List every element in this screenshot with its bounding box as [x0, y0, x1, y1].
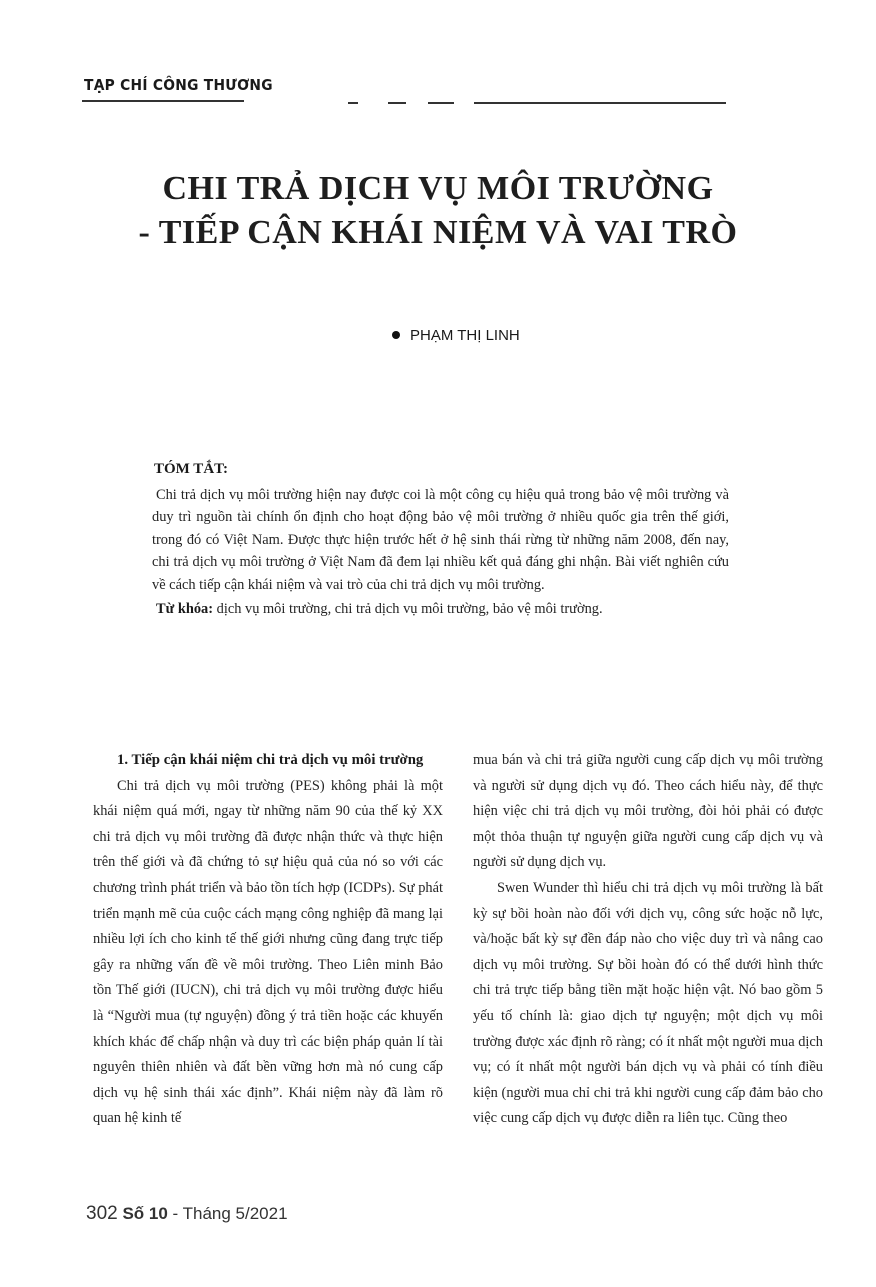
keywords-label: Từ khóa:	[156, 601, 214, 617]
footer-separator: -	[167, 1204, 183, 1223]
author-line	[392, 327, 520, 344]
header-rule-1	[82, 100, 244, 102]
right-column	[473, 748, 823, 1132]
keywords-text: dịch vụ môi trường, chi trả dịch vụ môi trường, bảo vệ môi trường.	[213, 601, 603, 617]
header-rule-2	[348, 102, 358, 104]
right-paragraph-2: Swen Wunder thì hiểu chi trả dịch vụ môi trường là bất kỳ sự bồi hoàn nào đối với dịch vụ, công sức hoặc nỗ lực, và/hoặc bất kỳ sự đền đáp nào cho việc duy trì và nâng cao dịch vụ môi trường. Sự bồi hoàn đó có thể dưới hình thức chi trả trực tiếp bằng tiền mặt hoặc hiện vật. Nó bao gồm 5 yếu tố chính là: giao dịch tự nguyện; một dịch vụ môi trường được xác định rõ ràng; có ít nhất một người mua dịch vụ; có ít nhất một người bán dịch vụ và phải có tính điều kiện (người mua chỉ chi trả khi người cung cấp đảm bảo cho việc cung cấp dịch vụ được diễn ra liên tục. Cũng theo	[473, 879, 823, 1127]
abstract-text: Chi trả dịch vụ môi trường hiện nay được coi là một công cụ hiệu quả trong bảo vệ môi trường và duy trì nguồn tài chính ổn định cho hoạt động bảo vệ môi trường ở nhiều quốc gia trên thế giới, trong đó có Việt Nam. Được thực hiện trước hết ở hệ sinh thái rừng từ những năm 2008, đến nay, chi trả dịch vụ môi trường ở Việt Nam đã đem lại nhiều kết quả đáng ghi nhận. Bài viết nghiên cứu về cách tiếp cận khái niệm và vai trò của chi trả dịch vụ môi trường.	[152, 487, 729, 593]
article-title-line-2: - TIẾP CẬN KHÁI NIỆM VÀ VAI TRÒ	[138, 214, 738, 251]
article-title-line-1: CHI TRẢ DỊCH VỤ MÔI TRƯỜNG	[162, 170, 714, 207]
keywords	[156, 598, 729, 620]
left-column	[93, 748, 443, 1132]
page-number: 302	[86, 1203, 118, 1224]
header-rule-5	[474, 102, 726, 104]
abstract-heading: TÓM TẮT:	[154, 461, 229, 477]
issue-month: Tháng 5/2021	[182, 1204, 288, 1223]
left-paragraph: Chi trả dịch vụ môi trường (PES) không phải là một khái niệm quá mới, ngay từ những năm 90 của thế kỷ XX chi trả dịch vụ môi trường đã được nhận thức và thực hiện trên thế giới và đã chứng tỏ sự hiệu quả của nó so với các chương trình phát triển và bảo tồn tích hợp (ICDPs). Sự phát triển mạnh mẽ của cuộc cách mạng công nghiệp đã mang lại nhiều lợi ích cho kinh tế thế giới nhưng cũng đang trực tiếp gây ra những vấn đề về môi trường. Theo Liên minh Bảo tồn Thế giới (IUCN), chi trả dịch vụ môi trường được hiểu là “Người mua (tự nguyện) đồng ý trả tiền hoặc các khuyến khích khác để chấp nhận và duy trì các biện pháp quản lí tài nguyên thiên nhiên và đất bền vững hơn mà nó cung cấp dịch vụ hệ sinh thái xác định”. Khái niệm này đã làm rõ quan hệ kinh tế	[93, 777, 443, 1127]
section-heading: 1. Tiếp cận khái niệm chi trả dịch vụ môi trường	[117, 752, 424, 768]
issue-number: Số 10	[122, 1204, 168, 1223]
bullet-icon	[392, 331, 400, 339]
header-rule-3	[388, 102, 406, 104]
author-name: PHẠM THỊ LINH	[410, 327, 520, 344]
right-paragraph-1: mua bán và chi trả giữa người cung cấp dịch vụ môi trường và người sử dụng dịch vụ đó. Theo cách hiểu này, để thực hiện việc chi trả dịch vụ môi trường, đòi hỏi phải có được một thỏa thuận tự nguyện giữa người cung cấp dịch vụ và người sử dụng dịch vụ.	[473, 752, 823, 871]
page-footer	[86, 1203, 288, 1225]
journal-name: TẠP CHÍ CÔNG THƯƠNG	[84, 76, 273, 94]
header-rule-4	[428, 102, 454, 104]
